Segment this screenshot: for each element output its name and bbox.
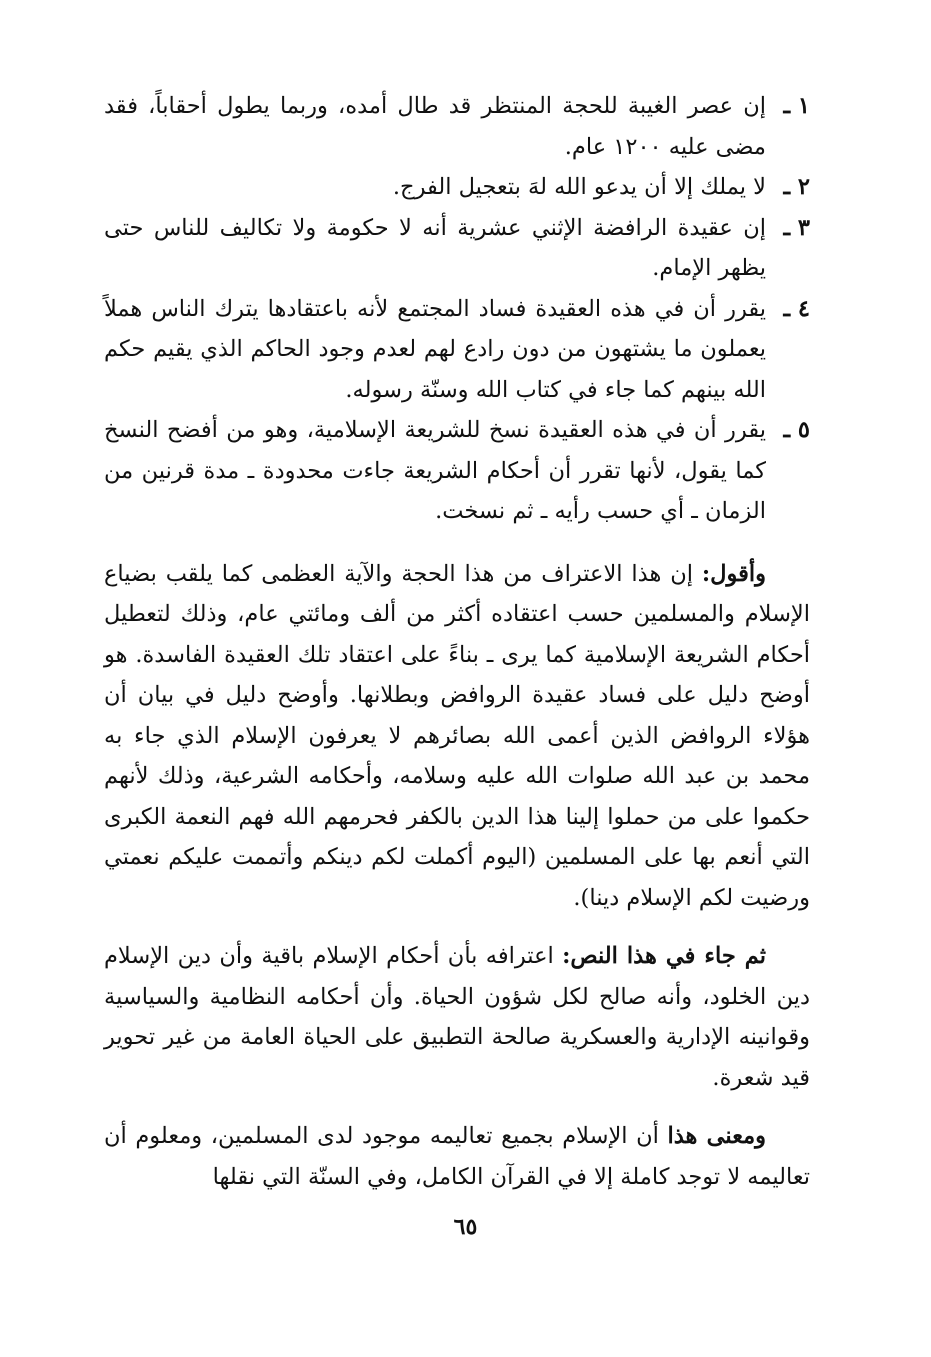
paragraph-text: اعترافه بأن أحكام الإسلام باقية وأن دين الإسلام دين الخلود، وأنه صالح لكل شؤون الحياة. وأن أحكامه النظامية والسياسية وقوانينه الإدارية والعسكرية صالحة التطبيق على الحياة العامة من غير تحوير قيد شعرة. <box>104 943 810 1091</box>
paragraph-text: أن الإسلام بجميع تعاليمه موجود لدى المسلمين، ومعلوم أن تعاليمه لا توجد كاملة إلا في القرآن الكامل، وفي السنّة التي نقلها <box>104 1123 810 1190</box>
list-number: ٢ ـ <box>783 174 810 200</box>
page-body <box>104 86 810 1197</box>
list-item <box>104 167 810 208</box>
list-text: لا يملك إلا أن يدعو الله لهَ بتعجيل الفرج. <box>392 174 766 200</box>
paragraph-text: إن هذا الاعتراف من هذا الحجة والآية العظمى كما يلقب بضياع الإسلام والمسلمين حسب اعتقاده أكثر من ألف ومائتي عام، وذلك لتعطيل أحكام الشريعة الإسلامية كما يرى ـ بناءً على اعتقاد تلك العقيدة الفاسدة. هو أوضح دليل على فساد عقيدة الروافض وبطلانها. وأوضح دليل في بيان أن هؤلاء الروافض الذين أعمى الله بصائرهم لا يعرفون الإسلام الذي جاء به محمد بن عبد الله صلوات الله عليه وسلامه، وأحكامه الشرعية، وذلك لأنهم حكموا على من حملوا إلينا هذا الدين بالكفر فحرمهم الله فهم النعمة الكبرى التي أنعم بها على المسلمين (اليوم أكملت لكم دينكم وأتممت عليكم نعمتي ورضيت لكم الإسلام دينا). <box>104 560 810 911</box>
list-item <box>104 289 810 411</box>
page-number: ٦٥ <box>453 1214 478 1240</box>
paragraph <box>104 554 810 919</box>
paragraph <box>104 936 810 1098</box>
list-text: يقرر أن في هذه العقيدة فساد المجتمع لأنه باعتقادها يترك الناس هملاً يعملون ما يشتهون من دون رادع لهم لعدم وجود الحاكم الذي يقيم حكم الله بينهم كما جاء في كتاب الله وسنّة رسوله. <box>104 295 766 403</box>
paragraph-lead: ومعنى هذا <box>667 1123 766 1149</box>
list-number: ٥ ـ <box>783 417 810 443</box>
list-item <box>104 410 810 532</box>
list-number: ٤ ـ <box>783 295 810 322</box>
list-number: ١ ـ <box>783 93 810 119</box>
paragraph <box>104 1116 810 1197</box>
paragraph-lead: وأقول: <box>701 560 766 587</box>
list-number: ٣ ـ <box>783 214 810 241</box>
list-item <box>104 208 810 289</box>
list-text: إن عقيدة الرافضة الإثني عشرية أنه لا حكومة ولا تكاليف للناس حتى يظهر الإمام. <box>104 214 766 281</box>
list-text: يقرر أن في هذه العقيدة نسخ للشريعة الإسلامية، وهو من أفضح النسخ كما يقول، لأنها تقرر أن أحكام الشريعة جاءت محدودة ـ مدة قرنين من الزمان ـ أي حسب رأيه ـ ثم نسخت. <box>104 417 766 524</box>
list-text: إن عصر الغيبة للحجة المنتظر قد طال أمده، وربما يطول أحقاباً، فقد مضى عليه ١٢٠٠ عام. <box>104 93 766 160</box>
paragraph-lead: ثم جاء في هذا النص: <box>562 943 766 969</box>
list-item <box>104 86 810 167</box>
